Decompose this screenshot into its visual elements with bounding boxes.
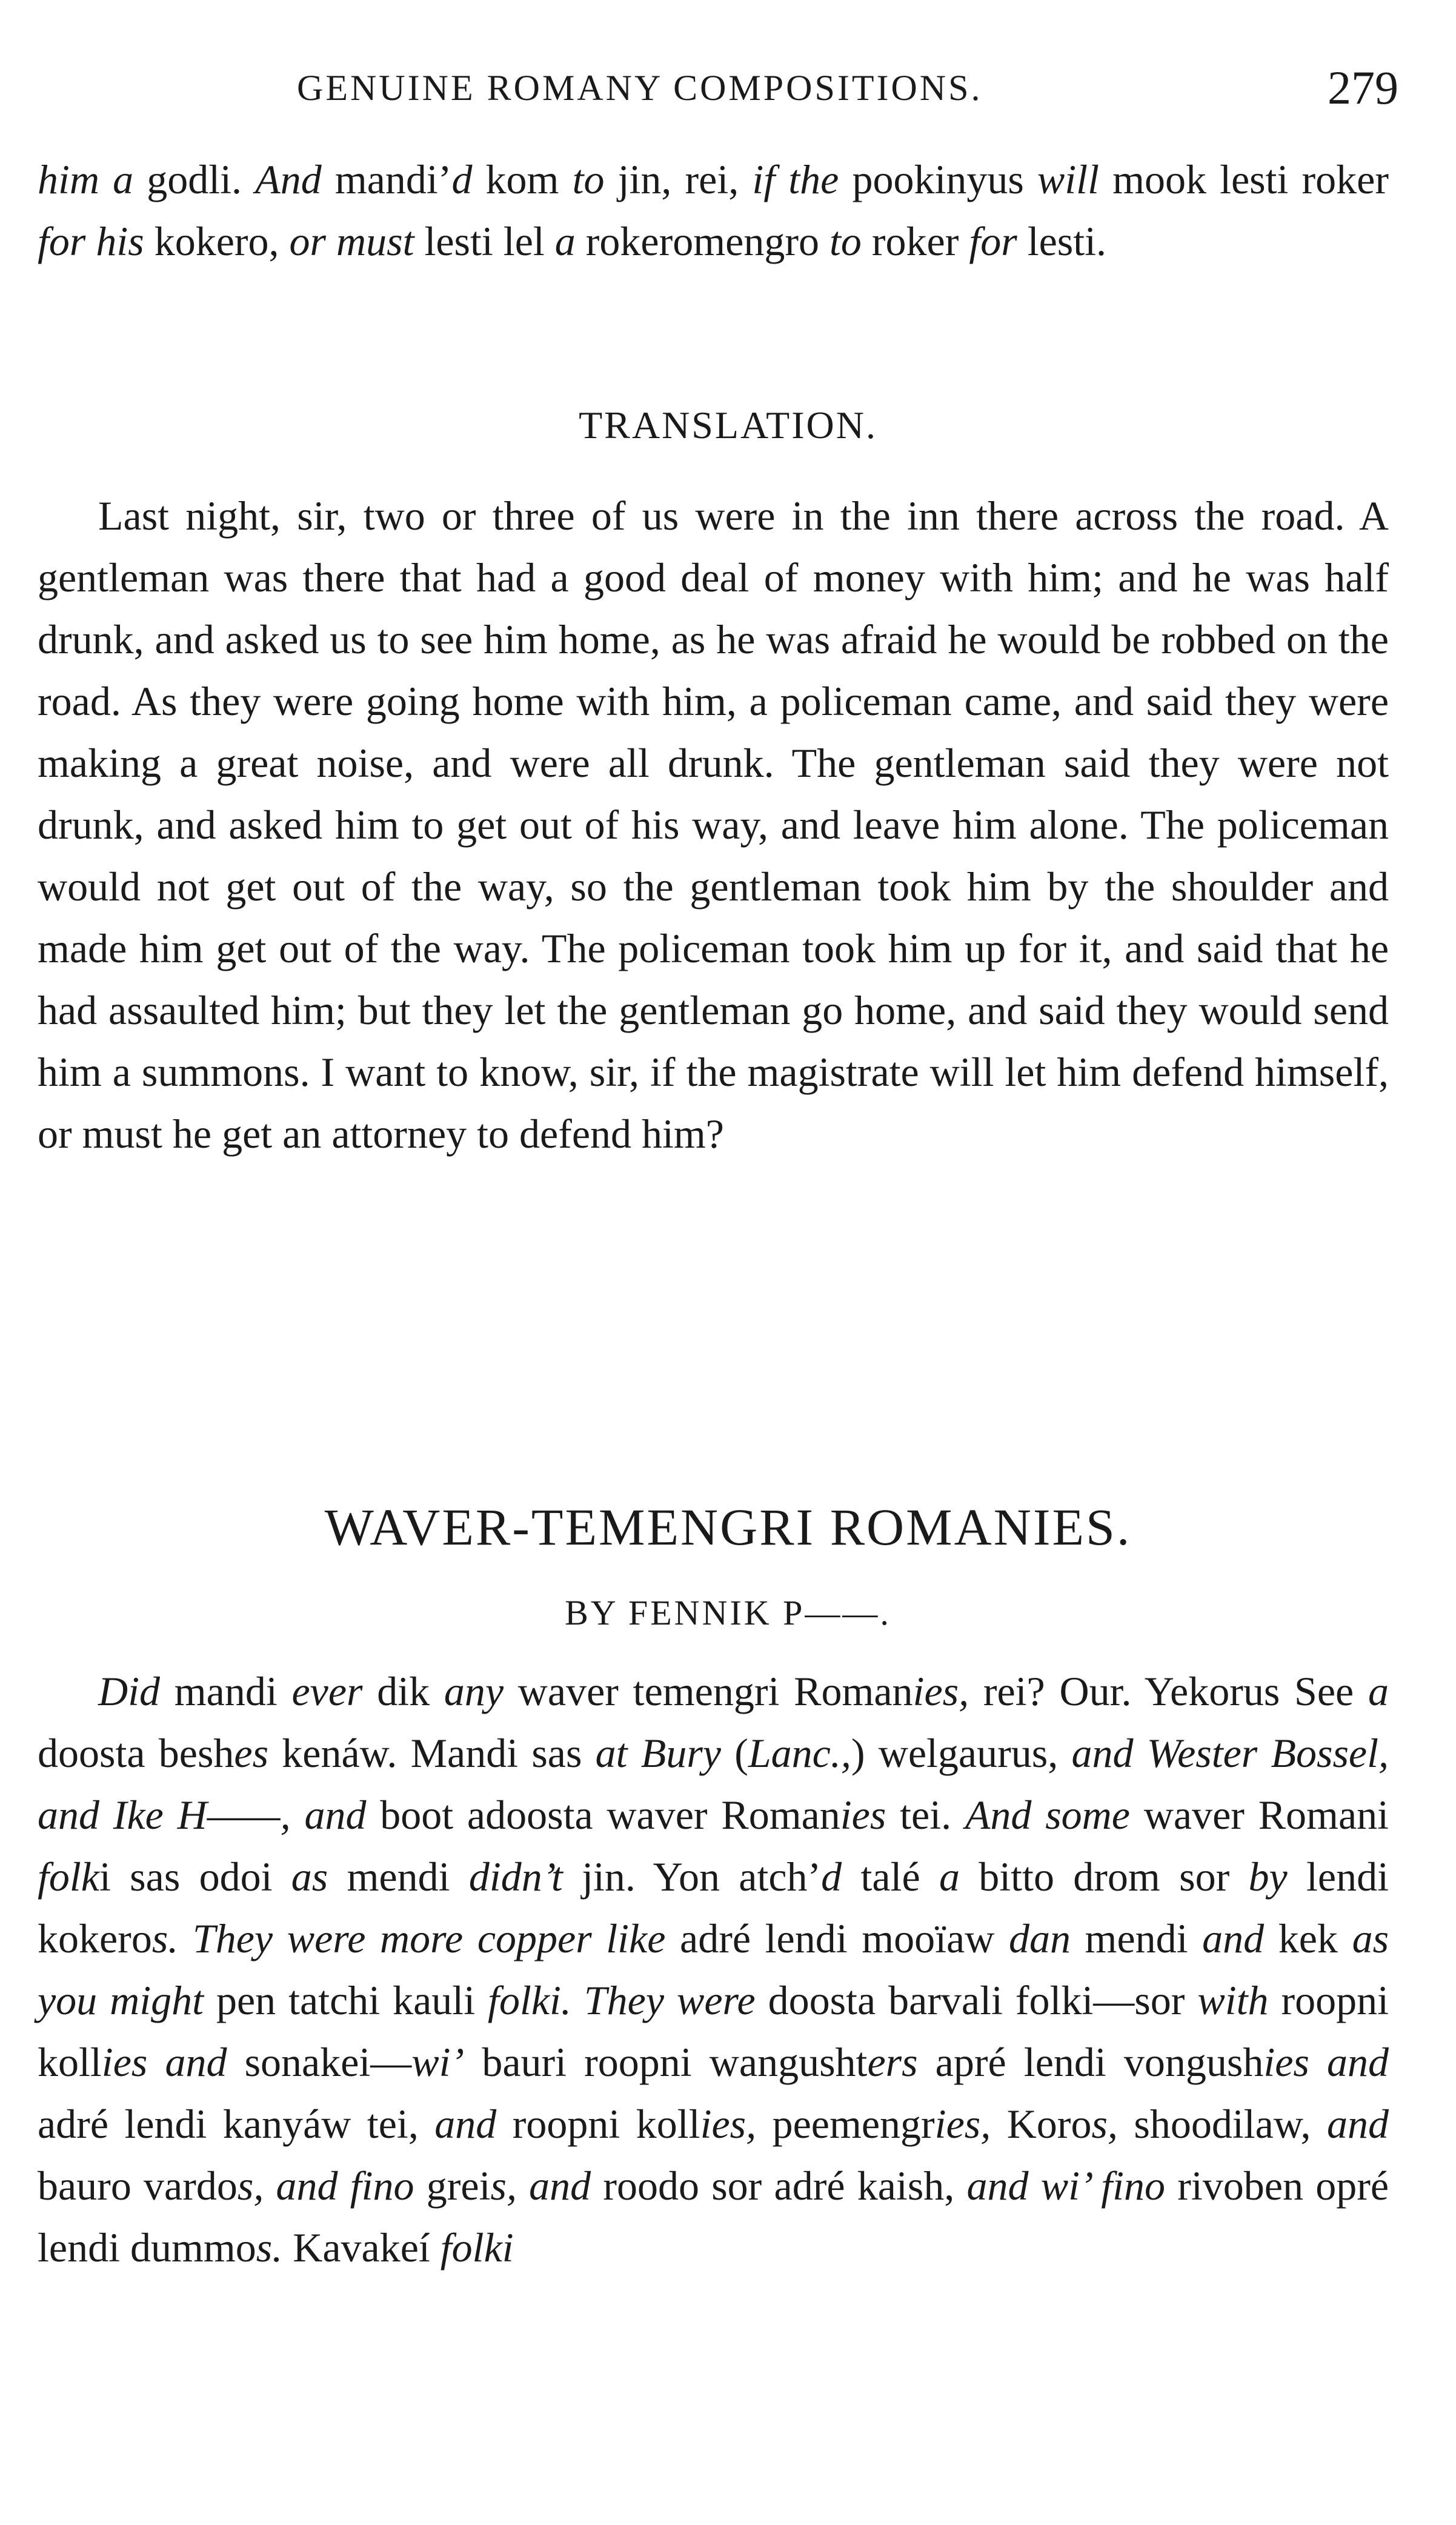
section-run: waver temengri Roman [504, 1668, 913, 1714]
section-italic-run: as [291, 1854, 328, 1900]
section-italic-run: as you might [38, 1915, 1389, 2023]
section-italic-run: and Wester Bossel, and Ike H——, [38, 1730, 1389, 1838]
section-run: kek [1264, 1915, 1352, 1961]
section-italic-run: wi’ [411, 2039, 465, 2085]
continuation-italic-run: or must [289, 218, 414, 264]
section-italic-run: dan [1008, 1915, 1071, 1961]
section-run: shoodilaw, [1117, 2101, 1327, 2147]
section-italic-run: any [444, 1668, 504, 1714]
section-run: tei. [886, 1792, 965, 1838]
section-run: peemengr [756, 2101, 935, 2147]
section-italic-run: s. [151, 1915, 179, 1961]
section-run: rei? Our. Yekorus See [969, 1668, 1368, 1714]
section-italic-run: and [304, 1792, 367, 1838]
continuation-paragraph [38, 148, 1389, 272]
continuation-run: jin, rei, [604, 156, 753, 202]
section-text [38, 1660, 1389, 2278]
section-title: WAVER-TEMENGRI ROMANIES. [324, 1498, 1132, 1556]
running-head [0, 55, 1456, 121]
continuation-text [38, 148, 1389, 272]
continuation-run: mandi’ [321, 156, 452, 202]
section-run [291, 1792, 305, 1838]
section-run: kenáw. Mandi sas [268, 1730, 596, 1776]
section-italic-run: ies [840, 1792, 886, 1838]
section-italic-run: a [1368, 1668, 1389, 1714]
continuation-italic-run: to [829, 218, 862, 264]
section-run: doosta besh [38, 1730, 234, 1776]
continuation-run: lesti. [1017, 218, 1107, 264]
section-italic-run: didn’t [468, 1854, 563, 1900]
section-run: doosta barvali folki—sor [755, 1977, 1198, 2023]
continuation-italic-run: will [1037, 156, 1099, 202]
section-italic-run: at Bury [595, 1730, 721, 1776]
continuation-run: rokeromengro [575, 218, 829, 264]
section-italic-run: folk [38, 1854, 99, 1900]
section-italic-run: by [1248, 1854, 1288, 1900]
section-italic-run: s. [256, 2224, 283, 2271]
section-italic-run: s, and fino [237, 2163, 414, 2209]
continuation-run: kom [472, 156, 573, 202]
continuation-italic-run: a [554, 218, 576, 264]
section-italic-run: ies and [1263, 2039, 1389, 2085]
section-italic-run: ies, [934, 2101, 991, 2147]
section-run: bauri roopni wangusht [464, 2039, 868, 2085]
section-run: adré lendi mooïaw [665, 1915, 1009, 1961]
section-italic-run: es [234, 1730, 269, 1776]
section-run: jin. Yon atch’ [562, 1854, 822, 1900]
section-run: boot adoosta waver Roman [366, 1792, 840, 1838]
section-italic-run: with [1197, 1977, 1269, 2023]
section-run: talé [842, 1854, 939, 1900]
section-italic-run: ies, [912, 1668, 969, 1714]
section-italic-run: and [1202, 1915, 1265, 1961]
page-number: 279 [1328, 61, 1398, 114]
section-italic-run: s, and [490, 2163, 591, 2209]
section-run: pen tatchi kauli [204, 1977, 488, 2023]
section-italic-run: ever [291, 1668, 363, 1714]
section-run: mendi [1070, 1915, 1203, 1961]
continuation-italic-run: for his [38, 218, 144, 264]
section-run [178, 1915, 193, 1961]
continuation-italic-run: for [969, 218, 1017, 264]
section-italic-run: Lanc., [748, 1730, 851, 1776]
section-run: bauro vardo [38, 2163, 238, 2209]
section-italic-run: Did [98, 1668, 160, 1714]
continuation-run: lesti lel [414, 218, 555, 264]
section-run: ( [720, 1730, 748, 1776]
section-run: bitto drom sor [959, 1854, 1249, 1900]
section-run: dik [362, 1668, 444, 1714]
section-italic-run: folki. They were [488, 1977, 756, 2023]
section-italic-run: a [939, 1854, 960, 1900]
section-run: Kavakeí [282, 2224, 440, 2271]
section-italic-run: And some [965, 1792, 1130, 1838]
section-run: rivoben opré lendi dummo [38, 2163, 1389, 2271]
continuation-italic-run: him a [38, 156, 134, 202]
section-italic-run: s, [1091, 2101, 1118, 2147]
section-run: apré lendi vongush [917, 2039, 1264, 2085]
section-run: mandi [160, 1668, 292, 1714]
section-italic-run: and [1326, 2101, 1389, 2147]
translation-paragraph [38, 485, 1389, 1165]
translation-text: Last night, sir, two or three of us were in the inn there across the road. A gentleman was there that had a good deal of money with him; and he was half drunk, and asked us to see him home, as he was afraid he would be robbed on the road. As they were going home with him, a policeman came, and said they were making a great noise, and were all drunk. The gentleman said they were not drunk, and asked him to get out of his way, and leave him alone. The policeman would not get out of the way, so the gentleman took him by the shoulder and made him get out of the way. The policeman took him up for it, and said that he had assaulted him; but they let the gentleman go home, and said they would send him a summons. I want to know, sir, if the magistrate will let him defend himself, or must he get an attorney to defend him? [38, 493, 1389, 1157]
continuation-run: godli. [133, 156, 256, 202]
running-title: GENUINE ROMANY COMPOSITIONS. [297, 68, 983, 108]
section-run: roopni koll [38, 1977, 1389, 2085]
section-italic-run: ies and [101, 2039, 227, 2085]
section-italic-run: They were more copper like [192, 1915, 666, 1961]
section-italic-run: and [434, 2101, 497, 2147]
section-run: waver Romani [1129, 1792, 1389, 1838]
section-italic-run: and wi’ fino [966, 2163, 1166, 2209]
section-run: lendi kokero [38, 1854, 1389, 1961]
section-italic-run: d [821, 1854, 842, 1900]
section-byline: BY FENNIK P——. [565, 1593, 891, 1632]
section-run: Koro [991, 2101, 1092, 2147]
section-run: adré lendi kanyáw tei, [38, 2101, 435, 2147]
continuation-run: mook lesti roker [1099, 156, 1389, 202]
section-run: grei [414, 2163, 491, 2209]
section-run: roodo sor adré kaish, [591, 2163, 967, 2209]
translation-heading: TRANSLATION. [579, 404, 877, 447]
continuation-italic-run: And [255, 156, 322, 202]
continuation-run: kokero, [144, 218, 290, 264]
section-run: sonakei— [227, 2039, 412, 2085]
section-italic-run: folki [440, 2224, 514, 2271]
continuation-run: pookinyus [839, 156, 1037, 202]
section-run: mendi [328, 1854, 469, 1900]
continuation-run: roker [861, 218, 969, 264]
section-italic-run: ers [867, 2039, 918, 2085]
continuation-italic-run: to [572, 156, 605, 202]
section-italic-run: ies, [700, 2101, 757, 2147]
section-run: roopni koll [496, 2101, 700, 2147]
continuation-italic-run: d [451, 156, 473, 202]
section-run: i sas odoi [99, 1854, 291, 1900]
section-paragraph [38, 1660, 1389, 2278]
continuation-italic-run: if the [752, 156, 839, 202]
section-run: ) welgaurus, [851, 1730, 1072, 1776]
